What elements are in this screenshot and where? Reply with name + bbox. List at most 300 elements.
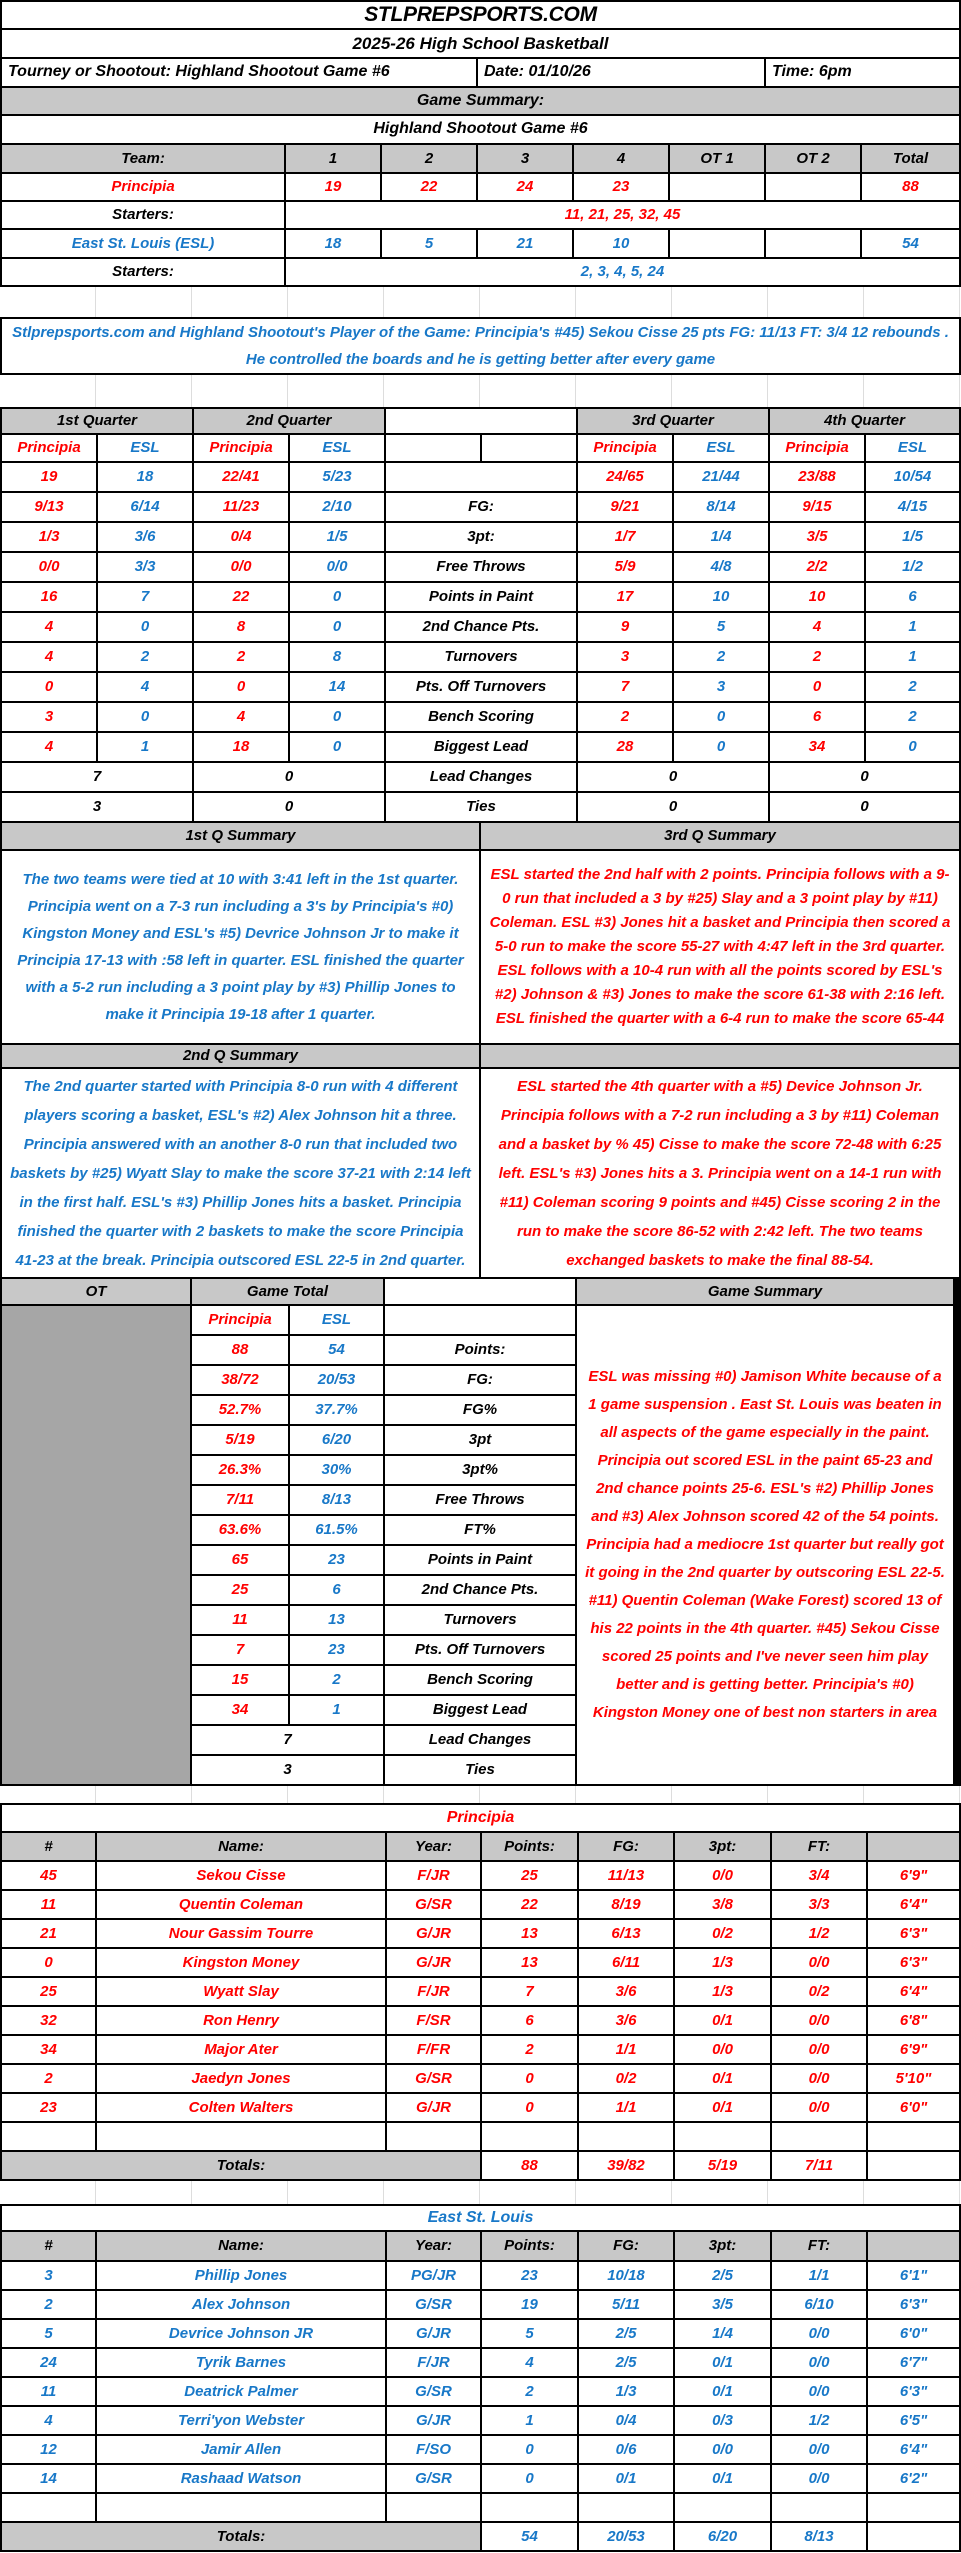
player-points: 0 [482,2465,577,2492]
empty-cell [97,2494,385,2521]
empty-cell [387,2494,480,2521]
esl-q1-score: 18 [286,230,380,257]
empty-cell [2,2494,95,2521]
stat-cell: 4 [770,613,864,641]
player-ft: 0/0 [772,2436,866,2463]
total-stat-label: Points in Paint [385,1546,575,1574]
player-number: 14 [2,2465,95,2492]
stat-cell: 6 [770,703,864,731]
quarter-stats-table [0,407,961,823]
stat-label [386,463,576,491]
q1-summary-text: The two teams were tied at 10 with 3:41 left in the 1st quarter. Principia went on a 7-3 run including a 3's by Principia's #0) Kingston Money and ESL's #5) Devrice Johnson Jr to make it Principia 17-13 with :58 left in quarter. ESL finished the quarter with a 5-2 run including a 3 point play by #3) Phillip Jones to make it Principia 19-18 after 1 quarter. [2,851,479,1043]
player-points: 0 [482,2094,577,2121]
player-height: 6'2" [868,2465,959,2492]
stat-cell: 1/4 [674,523,768,551]
empty-cell [482,2494,577,2521]
player-number: 11 [2,2378,95,2405]
stat-cell: 17 [578,583,672,611]
player-fg: 3/6 [579,2007,673,2034]
ties-q4: 0 [770,793,959,821]
box-header-3pt: 3pt: [675,2232,770,2260]
stat-cell: 14 [290,673,384,701]
player-3pt: 2/5 [675,2262,770,2289]
stat-cell: 2 [194,643,288,671]
player-fg: 2/5 [579,2320,673,2347]
empty-cell [772,2123,866,2150]
player-ft: 0/0 [772,2320,866,2347]
stat-label: FG: [386,493,576,521]
principia-ot1-score [670,174,764,200]
principia-ot2-score [766,174,860,200]
player-number: 2 [2,2065,95,2092]
box-header-fg: FG: [579,1833,673,1860]
column-header-q4: 4 [574,145,668,172]
player-year: G/JR [387,1920,480,1947]
esl-q3-score: 21 [478,230,572,257]
tourney-label: Tourney or Shootout: Highland Shootout Game #6 [2,59,476,86]
player-number: 45 [2,1862,95,1889]
esl-total-score: 54 [862,230,959,257]
player-points: 25 [482,1862,577,1889]
stat-cell: 0 [290,613,384,641]
box-header-name: Name: [97,2232,385,2260]
stat-cell: 2 [866,703,959,731]
total-ties-value: 3 [192,1756,383,1784]
box-header-3pt: 3pt: [675,1833,770,1860]
player-3pt: 1/3 [675,1949,770,1976]
box-header-points: Points: [482,1833,577,1860]
player-points: 0 [482,2065,577,2092]
player-name: Colten Walters [97,2094,385,2121]
ties-label: Ties [386,793,576,821]
total-stat-cell: 26.3% [192,1456,288,1484]
esl-team-name: East St. Louis (ESL) [2,230,284,257]
stat-label: 2nd Chance Pts. [386,613,576,641]
player-fg: 6/13 [579,1920,673,1947]
player-of-game-block [0,317,961,375]
player-points: 23 [482,2262,577,2289]
time-label: Time: 6pm [766,59,959,86]
column-header-ot1: OT 1 [670,145,764,172]
player-3pt: 0/1 [675,2349,770,2376]
principia-starters-label: Starters: [2,202,284,228]
total-stat-label: Bench Scoring [385,1666,575,1694]
grid-gap [0,287,961,317]
principia-q3-score: 24 [478,174,572,200]
principia-box-score [0,1803,961,2181]
total-stat-cell: 15 [192,1666,288,1694]
total-stat-cell: 1 [290,1696,383,1724]
esl-q4-score: 10 [574,230,668,257]
player-height: 6'3" [868,2378,959,2405]
esl-totals-label: Totals: [2,2523,480,2550]
total-stat-label: Turnovers [385,1606,575,1634]
grid-gap [0,1786,961,1803]
q3-header: 3rd Quarter [578,409,768,433]
player-name: Nour Gassim Tourre [97,1920,385,1947]
player-points: 2 [482,2378,577,2405]
stat-cell: 4 [194,703,288,731]
q2-summary-text: The 2nd quarter started with Principia 8-0 run with 4 different players scoring a basket, ESL's #2) Alex Johnson hit a three. Principia answered with an another 8-0 run that included two baskets by #25) Wyatt Slay to make the score 37-21 with 2:14 left in the first half. ESL's #3) Phillip Jones hits a basket. Principia finished the quarter with 2 baskets to make the score Principia 41-23 at the break. Principia outscored ESL 22-5 in 2nd quarter. [2,1069,479,1277]
stat-cell: 0 [674,703,768,731]
lead-changes-q3: 0 [578,763,768,791]
stat-cell: 4 [98,673,192,701]
total-stat-cell: 20/53 [290,1366,383,1394]
player-height: 6'8" [868,2007,959,2034]
player-ft: 1/2 [772,2407,866,2434]
stat-cell: 3 [2,703,96,731]
total-stat-label: 2nd Chance Pts. [385,1576,575,1604]
total-stat-cell: 11 [192,1606,288,1634]
total-stat-cell: 5/19 [192,1426,288,1454]
grid-gap [0,2181,961,2204]
player-3pt: 0/1 [675,2378,770,2405]
empty-cell [868,2152,959,2179]
player-height: 6'0" [868,2094,959,2121]
q3-esl-header: ESL [674,435,768,461]
player-year: F/JR [387,2349,480,2376]
player-fg: 6/11 [579,1949,673,1976]
spacer-cell [385,1306,575,1334]
stat-cell: 0 [770,673,864,701]
date-label: Date: 01/10/26 [478,59,764,86]
stat-cell: 22/41 [194,463,288,491]
total-stat-cell: 7/11 [192,1486,288,1514]
principia-team-name: Principia [2,174,284,200]
total-stat-cell: 2 [290,1666,383,1694]
stat-cell: 2/2 [770,553,864,581]
player-name: Terri'yon Webster [97,2407,385,2434]
stat-cell: 0 [194,673,288,701]
stat-cell: 10 [770,583,864,611]
player-3pt: 0/1 [675,2065,770,2092]
stat-cell: 1/5 [866,523,959,551]
player-year: F/JR [387,1862,480,1889]
principia-total-points: 88 [482,2152,577,2179]
principia-box-title: Principia [2,1805,959,1831]
player-fg: 5/11 [579,2291,673,2318]
game-total-table [0,1279,961,1786]
empty-cell [868,2523,959,2550]
column-header-ot2: OT 2 [766,145,860,172]
stat-cell: 0 [290,703,384,731]
player-ft: 1/2 [772,1920,866,1947]
stat-cell: 0/4 [194,523,288,551]
player-number: 34 [2,2036,95,2063]
box-header-number: # [2,2232,95,2260]
empty-cell [97,2123,385,2150]
total-stat-cell: 54 [290,1336,383,1364]
player-fg: 1/1 [579,2036,673,2063]
player-year: F/JR [387,1978,480,2005]
player-ft: 0/0 [772,2349,866,2376]
q2-esl-header: ESL [290,435,384,461]
ot-header: OT [2,1279,190,1304]
stat-cell: 5/23 [290,463,384,491]
ties-q3: 0 [578,793,768,821]
total-stat-cell: 8/13 [290,1486,383,1514]
stat-label: Bench Scoring [386,703,576,731]
esl-total-3pt: 6/20 [675,2523,770,2550]
column-header-q3: 3 [478,145,572,172]
player-fg: 11/13 [579,1862,673,1889]
stat-cell: 3/3 [98,553,192,581]
spacer-cell [386,409,576,433]
stat-cell: 0 [290,733,384,761]
player-year: G/SR [387,1891,480,1918]
empty-cell [2,2123,95,2150]
player-3pt: 3/8 [675,1891,770,1918]
stat-cell: 0 [674,733,768,761]
stat-cell: 5/9 [578,553,672,581]
empty-cell [868,2123,959,2150]
player-fg: 0/6 [579,2436,673,2463]
q3-summary-header: 3rd Q Summary [481,823,959,849]
total-stat-label: 3pt [385,1426,575,1454]
player-ft: 6/10 [772,2291,866,2318]
site-title: STLPREPSPORTS.COM [2,2,959,28]
q2-principia-header: Principia [194,435,288,461]
stat-label: Turnovers [386,643,576,671]
empty-cell [579,2123,673,2150]
empty-cell [387,2123,480,2150]
stat-cell: 2 [770,643,864,671]
stat-cell: 3 [674,673,768,701]
total-stat-cell: 23 [290,1636,383,1664]
player-name: Phillip Jones [97,2262,385,2289]
box-header-fg: FG: [579,2232,673,2260]
q3-summary-text: ESL started the 2nd half with 2 points. Principia follows with a 9-0 run that included a 3 by #25) Slay and a 3 point play by #11) Coleman. ESL #3) Jones hit a basket and Principia then scored a 5-0 run to make the score 55-27 with 4:47 left in the 3rd quarter. ESL follows with a 10-4 run with all the points scored by ESL's #2) Johnson & #3) Jones to make the score 61-38 with 2:16 left. ESL finished the quarter with a 6-4 run to make the score 65-44 [481,851,959,1043]
player-points: 5 [482,2320,577,2347]
esl-box-title: East St. Louis [2,2206,959,2230]
empty-cell [579,2494,673,2521]
player-ft: 0/0 [772,2065,866,2092]
player-points: 13 [482,1920,577,1947]
player-height: 6'9" [868,2036,959,2063]
stat-cell: 0 [866,733,959,761]
total-stat-cell: 7 [192,1636,288,1664]
q2-header: 2nd Quarter [194,409,384,433]
player-fg: 1/3 [579,2378,673,2405]
player-year: G/JR [387,2320,480,2347]
player-year: G/SR [387,2065,480,2092]
player-3pt: 0/0 [675,1862,770,1889]
player-ft: 0/2 [772,1978,866,2005]
total-stat-cell: 34 [192,1696,288,1724]
player-ft: 3/3 [772,1891,866,1918]
player-height: 6'9" [868,1862,959,1889]
total-ties-label: Ties [385,1756,575,1784]
stat-cell: 3/5 [770,523,864,551]
player-height: 6'1" [868,2262,959,2289]
player-name: Rashaad Watson [97,2465,385,2492]
stat-cell: 10/54 [866,463,959,491]
player-height: 6'5" [868,2407,959,2434]
player-ft: 0/0 [772,2036,866,2063]
stat-cell: 19 [2,463,96,491]
q1-header: 1st Quarter [2,409,192,433]
stat-cell: 5 [674,613,768,641]
stat-cell: 3 [578,643,672,671]
stat-cell: 0/0 [290,553,384,581]
stat-cell: 2 [98,643,192,671]
stat-label: 3pt: [386,523,576,551]
total-stat-cell: 38/72 [192,1366,288,1394]
stat-cell: 21/44 [674,463,768,491]
player-number: 0 [2,1949,95,1976]
stat-cell: 28 [578,733,672,761]
principia-q4-score: 23 [574,174,668,200]
q3-principia-header: Principia [578,435,672,461]
game-summary-header: Game Summary [577,1279,953,1304]
player-3pt: 0/1 [675,2465,770,2492]
total-stat-label: 3pt% [385,1456,575,1484]
summary-spacer [481,1045,959,1067]
q4-summary-text: ESL started the 4th quarter with a #5) Device Johnson Jr. Principia follows with a 7-2 run including a 3 by #11) Coleman and a basket by % 45) Cisse to make the score 72-48 with 6:25 left. ESL's #3) Jones hits a 3. Principia went on a 14-1 run with #11) Coleman scoring 9 points and #45) Cisse scoring 2 in the run to make the score 86-52 with 2:42 left. The two teams exchanged baskets to make the final 88-54. [481,1069,959,1277]
player-number: 25 [2,1978,95,2005]
player-year: PG/JR [387,2262,480,2289]
player-number: 12 [2,2436,95,2463]
q4-header: 4th Quarter [770,409,959,433]
stat-label: Free Throws [386,553,576,581]
stat-cell: 0 [98,703,192,731]
player-name: Jamir Allen [97,2436,385,2463]
stat-cell: 23/88 [770,463,864,491]
principia-total-fg: 39/82 [579,2152,673,2179]
column-header-total: Total [862,145,959,172]
player-ft: 3/4 [772,1862,866,1889]
column-header-q1: 1 [286,145,380,172]
player-year: G/JR [387,1949,480,1976]
principia-starters: 11, 21, 25, 32, 45 [286,202,959,228]
stat-label: Pts. Off Turnovers [386,673,576,701]
player-year: F/SO [387,2436,480,2463]
stat-cell: 9/13 [2,493,96,521]
player-height: 6'4" [868,1891,959,1918]
total-lead-changes-label: Lead Changes [385,1726,575,1754]
player-year: G/SR [387,2465,480,2492]
stat-cell: 4/15 [866,493,959,521]
esl-ot1-score [670,230,764,257]
player-points: 13 [482,1949,577,1976]
esl-q2-score: 5 [382,230,476,257]
total-stat-label: FG: [385,1366,575,1394]
stat-cell: 4 [2,733,96,761]
esl-starters: 2, 3, 4, 5, 24 [286,259,959,285]
empty-cell [482,2123,577,2150]
box-header-year: Year: [387,2232,480,2260]
stat-cell: 4 [2,613,96,641]
total-stat-cell: 37.7% [290,1396,383,1424]
stat-cell: 10 [674,583,768,611]
quarter-summaries [0,823,961,1279]
game-name: Highland Shootout Game #6 [2,116,959,143]
total-stat-label: Pts. Off Turnovers [385,1636,575,1664]
stat-cell: 7 [578,673,672,701]
stat-cell: 3/6 [98,523,192,551]
box-header-height [868,2232,959,2260]
player-number: 23 [2,2094,95,2121]
stat-label: Biggest Lead [386,733,576,761]
stat-cell: 22 [194,583,288,611]
stat-cell: 7 [98,583,192,611]
empty-cell [675,2123,770,2150]
empty-cell [675,2494,770,2521]
player-year: F/SR [387,2007,480,2034]
player-year: G/SR [387,2291,480,2318]
total-stat-label: FT% [385,1516,575,1544]
stat-cell: 1/7 [578,523,672,551]
total-principia-header: Principia [192,1306,288,1334]
player-fg: 0/4 [579,2407,673,2434]
ties-q2: 0 [194,793,384,821]
q4-esl-header: ESL [866,435,959,461]
stat-cell: 1 [98,733,192,761]
player-height: 6'0" [868,2320,959,2347]
stat-cell: 0 [290,583,384,611]
total-lead-changes-value: 7 [192,1726,383,1754]
player-height: 5'10" [868,2065,959,2092]
esl-total-fg: 20/53 [579,2523,673,2550]
player-points: 4 [482,2349,577,2376]
box-header-ft: FT: [772,2232,866,2260]
lead-changes-q1: 7 [2,763,192,791]
player-height: 6'3" [868,1920,959,1947]
esl-box-score [0,2204,961,2552]
box-header-ft: FT: [772,1833,866,1860]
ties-q1: 3 [2,793,192,821]
column-header-team: Team: [2,145,284,172]
player-name: Kingston Money [97,1949,385,1976]
box-header-height [868,1833,959,1860]
stat-cell: 18 [98,463,192,491]
box-header-name: Name: [97,1833,385,1860]
stat-cell: 9/21 [578,493,672,521]
player-name: Deatrick Palmer [97,2378,385,2405]
principia-total-3pt: 5/19 [675,2152,770,2179]
stat-cell: 4 [2,643,96,671]
principia-total-score: 88 [862,174,959,200]
q1-principia-header: Principia [2,435,96,461]
player-ft: 1/1 [772,2262,866,2289]
stat-cell: 6 [866,583,959,611]
stat-cell: 9/15 [770,493,864,521]
player-3pt: 0/1 [675,2094,770,2121]
player-number: 3 [2,2262,95,2289]
spacer-cell [385,1279,575,1304]
player-3pt: 1/4 [675,2320,770,2347]
season-title: 2025-26 High School Basketball [2,30,959,57]
stat-cell: 9 [578,613,672,641]
game-summary-text: ESL was missing #0) Jamison White because of a 1 game suspension . East St. Louis was beaten in all aspects of the game especially in the paint. Principia out scored ESL in the paint 65-23 and 2nd chance points 25-6. ESL's #2) Phillip Jones and #3) Alex Johnson scored 42 of the 54 points. Principia had a mediocre 1st quarter but really got it going in the 2nd quarter by outscoring ESL 22-5. #11) Quentin Coleman (Wake Forest) scored 13 of his 22 points in the 4th quarter. #45) Sekou Cisse scored 25 points and I've never seen him play better and is getting better. Principia's #0) Kingston Money one of best non starters in area [577,1306,953,1784]
total-stat-label: Free Throws [385,1486,575,1514]
player-ft: 0/0 [772,1949,866,1976]
player-3pt: 3/5 [675,2291,770,2318]
player-points: 6 [482,2007,577,2034]
player-3pt: 0/1 [675,2007,770,2034]
player-year: G/JR [387,2407,480,2434]
stat-cell: 18 [194,733,288,761]
player-points: 22 [482,1891,577,1918]
total-stat-cell: 13 [290,1606,383,1634]
player-number: 5 [2,2320,95,2347]
player-fg: 10/18 [579,2262,673,2289]
total-stat-cell: 30% [290,1456,383,1484]
total-stat-label: Biggest Lead [385,1696,575,1724]
total-stat-cell: 6/20 [290,1426,383,1454]
player-name: Tyrik Barnes [97,2349,385,2376]
player-name: Ron Henry [97,2007,385,2034]
